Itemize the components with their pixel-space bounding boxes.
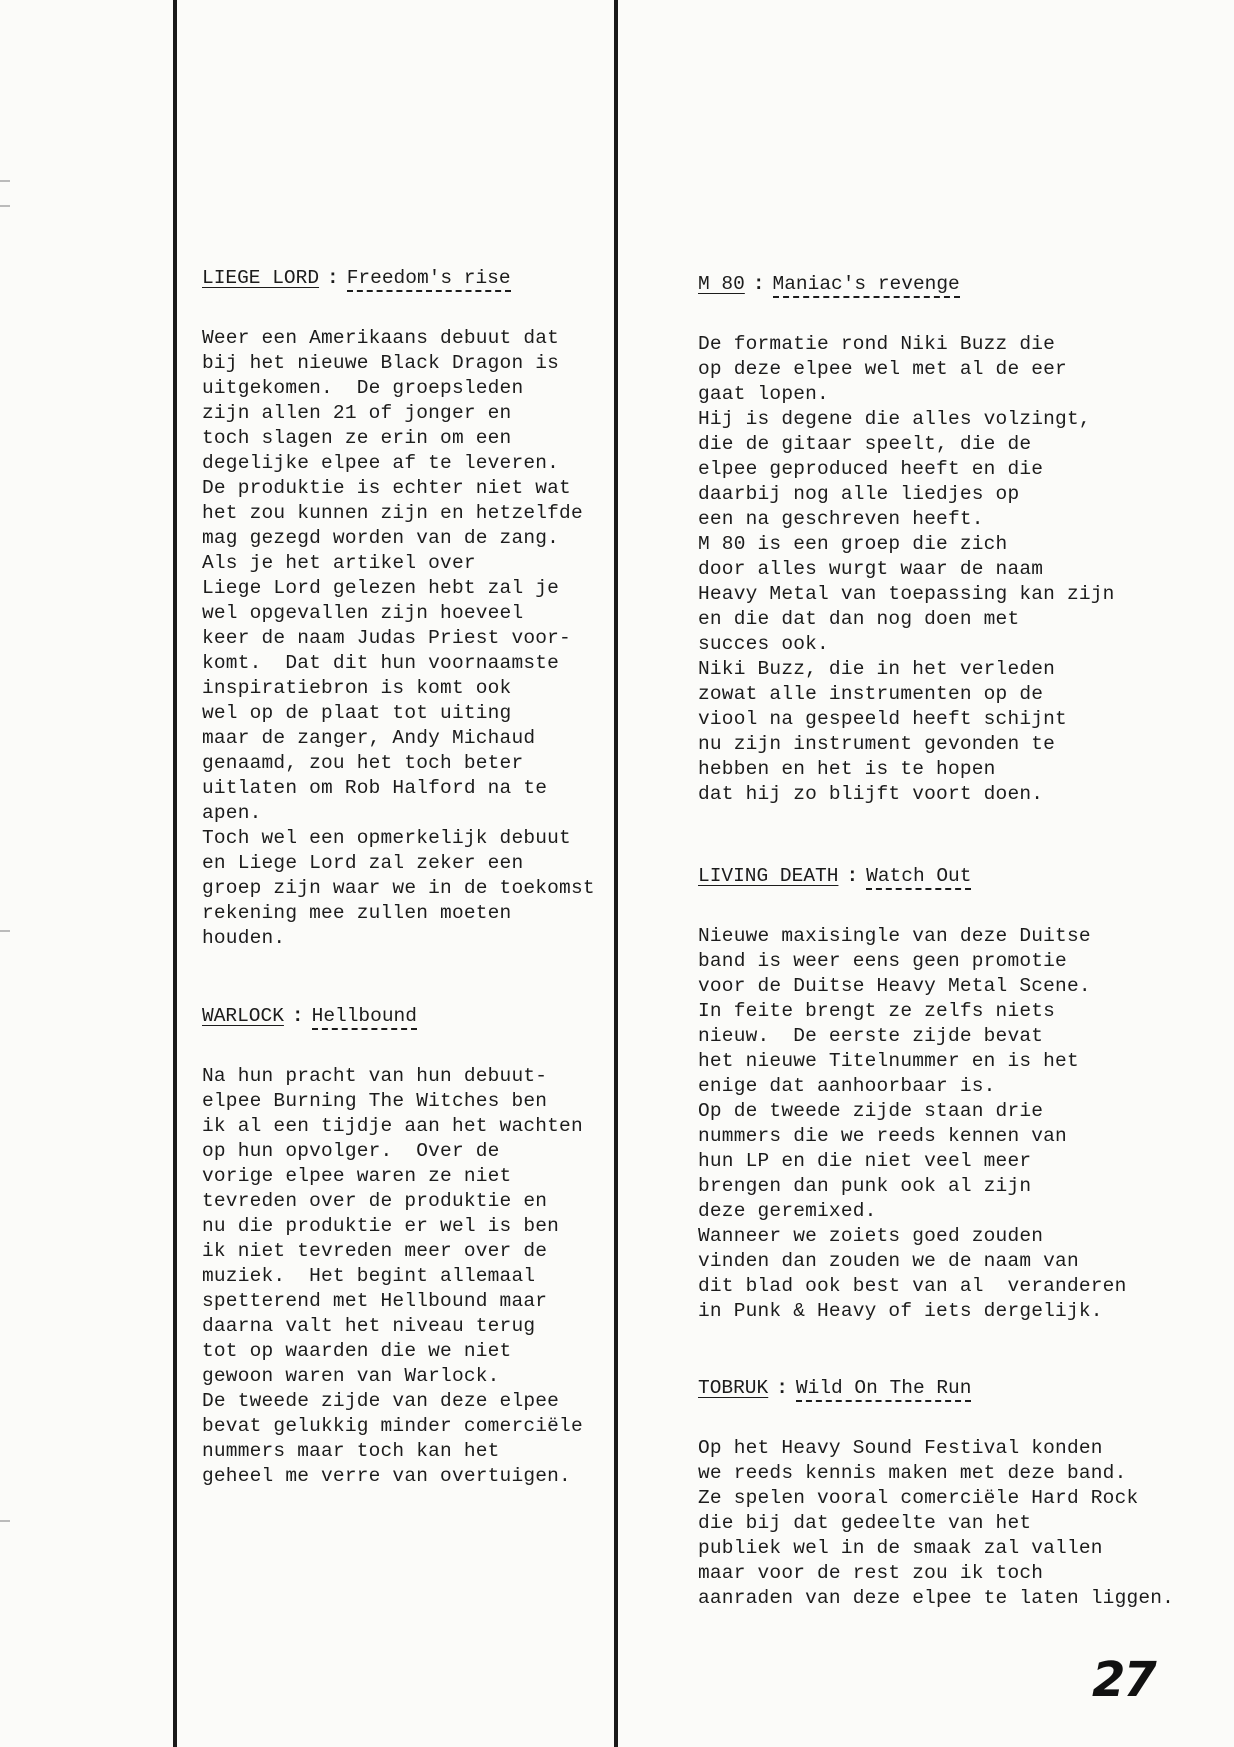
review-text: Op het Heavy Sound Festival konden we reeds kennis maken met deze band. Ze spelen vooral comerciële Hard Rock die bij dat gedeelte van het publiek wel in de smaak zal vallen maar voor de rest zou ik toch aanraden van deze elpee te laten liggen. bbox=[698, 1437, 1175, 1609]
band-name: WARLOCK bbox=[202, 1005, 284, 1027]
margin-mark bbox=[0, 930, 10, 932]
heading-separator: : bbox=[752, 273, 765, 295]
review-text: De formatie rond Niki Buzz die op deze elpee wel met al de eer gaat lopen. Hij is degene die alles volzingt, die de gitaar speelt, die de elpee geproduced heeft en die daarbij nog alle liedjes op een na geschreven heeft. M 80 is een groep die zich door alles wurgt waar de naam Heavy Metal van toepassing kan zijn en die dat dan nog doen met succes ook. Niki Buzz, die in het verleden zowat alle instrumenten op de viool na gespeeld heeft schijnt nu zijn instrument gevonden te hebben en het is te hopen dat hij zo blijft voort doen. bbox=[698, 333, 1115, 805]
review-text: Weer een Amerikaans debuut dat bij het nieuwe Black Dragon is uitgekomen. De groepsleden zijn allen 21 of jonger en toch slagen ze erin om een degelijke elpee af te leveren. De produktie is echter niet wat het zou kunnen zijn en hetzelfde mag gezegd worden van de zang. Als je het artikel over Liege Lord gelezen hebt zal je wel opgevallen zijn hoeveel keer de naam Judas Priest voor- komt. Dat dit hun voornaamste inspiratiebron is komt ook wel op de plaat tot uiting maar de zanger, Andy Michaud genaamd, zou het toch beter uitlaten om Rob Halford na te apen. Toch wel een opmerkelijk debuut en Liege Lord zal zeker een groep zijn waar we in de toekomst rekening mee zullen moeten houden. bbox=[202, 327, 595, 949]
column-rule-right bbox=[614, 0, 618, 1747]
band-name: LIEGE LORD bbox=[202, 267, 320, 289]
album-title: Freedom's rise bbox=[347, 266, 511, 292]
heading-separator: : bbox=[327, 267, 339, 289]
heading-separator: : bbox=[846, 865, 859, 887]
album-title: Hellbound bbox=[312, 1004, 417, 1030]
margin-mark bbox=[0, 180, 10, 182]
band-name: M 80 bbox=[698, 273, 745, 295]
review-heading bbox=[698, 268, 1115, 300]
review-heading bbox=[202, 262, 595, 294]
band-name: LIVING DEATH bbox=[698, 865, 839, 887]
review-heading bbox=[202, 1000, 583, 1032]
column-rule-left bbox=[173, 0, 177, 1747]
album-title: Maniac's revenge bbox=[773, 272, 960, 298]
review-tobruk bbox=[698, 1372, 1174, 1611]
review-liege-lord bbox=[202, 262, 595, 951]
page-number: 27 bbox=[1092, 1652, 1155, 1708]
review-text: Nieuwe maxisingle van deze Duitse band is weer eens geen promotie voor de Duitse Heavy Metal Scene. In feite brengt ze zelfs niets nieuw. De eerste zijde bevat het nieuwe Titelnummer en is het enige dat aanhoorbaar is. Op de tweede zijde staan drie nummers die we reeds kennen van hun LP en die niet veel meer brengen dan punk ook al zijn deze geremixed. Wanneer we zoiets goed zouden vinden dan zouden we de naam van dit blad ook best van al veranderen in Punk & Heavy of iets dergelijk. bbox=[698, 925, 1127, 1322]
margin-mark bbox=[0, 205, 10, 207]
review-warlock bbox=[202, 1000, 583, 1489]
review-heading bbox=[698, 1372, 1174, 1404]
heading-separator: : bbox=[291, 1005, 304, 1027]
review-text: Na hun pracht van hun debuut- elpee Burning The Witches ben ik al een tijdje aan het wachten op hun opvolger. Over de vorige elpee waren ze niet tevreden over de produktie en nu die produktie er wel is ben ik niet tevreden meer over de muziek. Het begint allemaal spetterend met Hellbound maar daarna valt het niveau terug tot op waarden die we niet gewoon waren van Warlock. De tweede zijde van deze elpee bevat gelukkig minder comerciële nummers maar toch kan het geheel me verre van overtuigen. bbox=[202, 1065, 583, 1487]
album-title: Wild On The Run bbox=[796, 1376, 972, 1402]
review-living-death bbox=[698, 860, 1126, 1324]
review-m80 bbox=[698, 268, 1115, 807]
margin-mark bbox=[0, 1520, 10, 1522]
review-heading bbox=[698, 860, 1126, 892]
heading-separator: : bbox=[776, 1377, 788, 1399]
album-title: Watch Out bbox=[866, 864, 971, 890]
band-name: TOBRUK bbox=[698, 1377, 769, 1399]
